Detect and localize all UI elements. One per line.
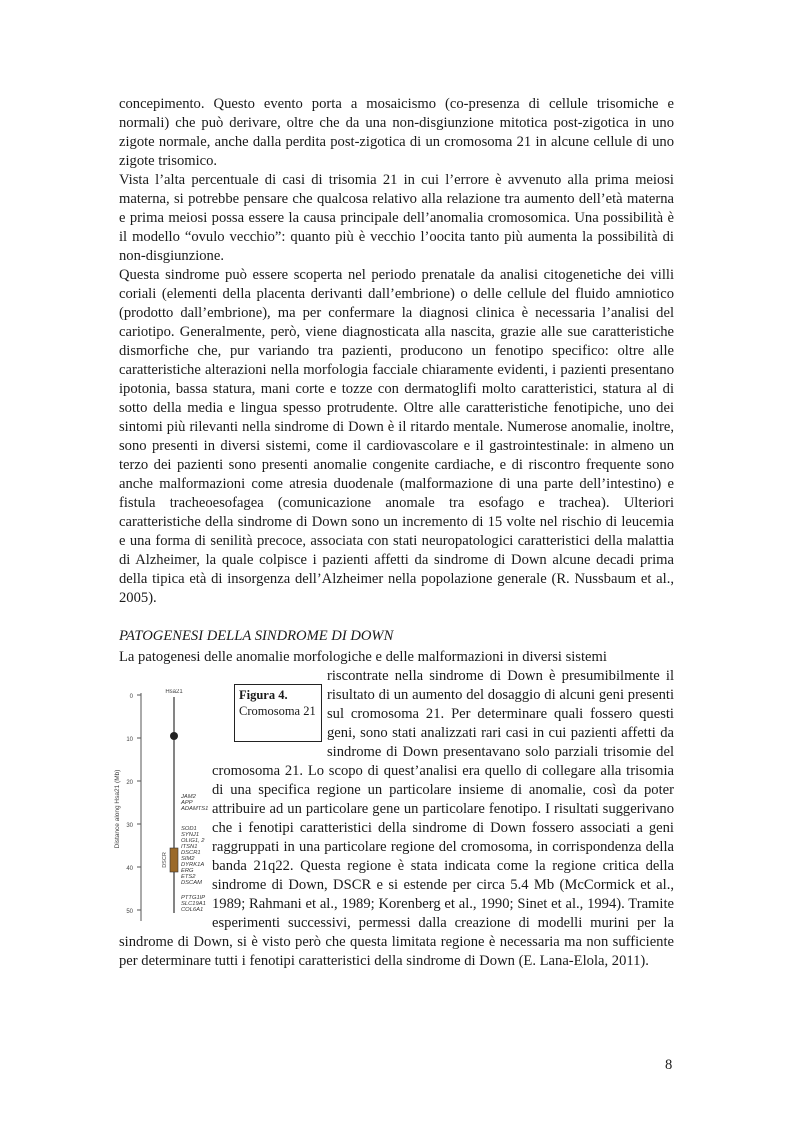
pathogenesis-first-line: La patogenesi delle anomalie morfologiche e delle malformazioni in diversi sistemi: [119, 649, 607, 665]
svg-text:PTTG1IP: PTTG1IP: [181, 895, 206, 901]
svg-text:ETS2: ETS2: [181, 874, 196, 880]
page-number: 8: [665, 1057, 673, 1073]
gene-group-3: [181, 895, 206, 913]
tick-label-20: 20: [126, 780, 133, 786]
svg-text:APP: APP: [181, 800, 193, 806]
body-text-top: [119, 95, 674, 608]
pathogenesis-body: riscontrate nella sindrome di Down è presumibilmente il risultato di un aumento del dosaggio di alcuni geni presenti sul cromosoma 21. Per determinare quali fossero questi geni, sono stati analizzati rari casi in cui pazienti affetti da sindrome di Down presentavano solo parziali trisomie del cromosoma 21. Lo scopo di quest’analisi era quello di collegare alla trisomia di una specifica regione un particolare insieme di anomalie, così da poter attribuire ad un particolare gene un particolare fenotipo. I risultati suggerivano che i fenotipi caratteristici della sindrome di Down fossero associati a geni raggruppati in una particolare regione del cromosoma, in corrispondenza della banda 21q22. Questa regione è stata indicata come la regione critica della sindrome di Down, DSCR e si estende per circa 5.4 Mb (McCormick et al., 1989; Rahmani et al., 1989; Korenberg et al., 1990; Sinet et al., 1994). Tramite esperimenti successivi, permessi dalla creazione di modelli murini per la sindrome di Down, si è visto però che questa limitata regione è necessaria ma non sufficiente per determinare tutti i fenotipi caratteristici della sindrome di Down (E. Lana-Elola, 2011).: [119, 668, 674, 969]
tick-label-50: 50: [126, 909, 133, 915]
tick-label-30: 30: [126, 823, 133, 829]
region-label: DSCR: [162, 852, 168, 868]
pathogenesis-text: [114, 648, 674, 971]
figure-caption: [234, 684, 322, 742]
svg-text:OLIG1, 2: OLIG1, 2: [181, 838, 205, 844]
svg-text:ITSN1: ITSN1: [181, 844, 198, 850]
gene-group-1: [180, 794, 208, 812]
centromere-icon: [170, 732, 178, 740]
svg-text:JAM2: JAM2: [181, 794, 196, 800]
svg-text:ADAMTS1: ADAMTS1: [181, 806, 209, 812]
paragraph-diagnosis: Questa sindrome può essere scoperta nel periodo prenatale da analisi citogenetiche dei villi coriali (elementi della placenta derivanti dall’embrione) o delle cellule del fluido amniotico (prodotto dall’embrione), ma per confermare la diagnosi clinica è necessaria l’analisi del cariotipo. Generalmente, però, viene diagnosticata alla nascita, grazie alle sue caratteristiche dismorfiche che, pur variando tra pazienti, producono un fenotipo specifico: oltre alle caratteristiche alterazioni nella morfologia facciale chiaramente evidenti, i pazienti presentano ipotonia, bassa statura, mani corte e tozze con dermatoglifi molto caratteristici, statura al di sotto della media e lingua spesso protrudente. Oltre alle caratteristiche fenotipiche, uno dei sintomi più rilevanti nella sindrome di Down è il ritardo mentale. Numerose anomalie, inoltre, sono presenti in diversi sistemi, come il cardiovascolare e il gastrointestinale: in almeno un terzo dei pazienti sono presenti anomalie congenite cardiache, e di riscontro frequente sono anche malformazioni come atresia duodenale (malformazione di una parte dell’intestino) e fistula tracheoesofagea (comunicazione anomale tra esofago e trachea). Ulteriori caratteristiche della sindrome di Down sono un incremento di 15 volte nel rischio di leucemia e una forma di senilità precoce, associata con stati neuropatologici caratteristici della malattia di Alzheimer, la quale colpisce i pazienti affetti da sindrome di Down alcune decadi prima della tipica età di insorgenza dell’Alzheimer nella popolazione generale (R. Nussbaum et al., 2005).: [119, 267, 674, 606]
axis-label: Distance along Hsa21 (Mb): [114, 769, 121, 849]
dscr-region: [170, 848, 178, 872]
caption-text: Cromosoma 21: [239, 704, 316, 718]
svg-text:COL6A1: COL6A1: [181, 907, 204, 913]
gene-group-2: [181, 826, 205, 886]
svg-text:SIM2: SIM2: [181, 856, 195, 862]
axis-ticks: [126, 694, 141, 915]
svg-text:DSCR1: DSCR1: [181, 850, 201, 856]
svg-text:SOD1: SOD1: [181, 826, 197, 832]
svg-text:SLC19A1: SLC19A1: [181, 901, 206, 907]
paragraph-mosaicism: concepimento. Questo evento porta a mosaicismo (co-presenza di cellule trisomiche e normali) che può derivare, oltre che da una non-disgiunzione mitotica post-zigotica in uno zigote normale, anche dalla perdita post-zigotica di un cromosoma 21 in alcune cellule di uno zigote trisomico.: [119, 96, 674, 169]
svg-text:ERG: ERG: [181, 868, 194, 874]
svg-text:DSCAM: DSCAM: [181, 880, 202, 886]
paragraph-maternal-age: Vista l’alta percentuale di casi di trisomia 21 in cui l’errore è avvenuto alla prima meiosi materna, si potrebbe pensare che qualcosa relativo alla relazione tra aumento dell’età materna e prima meiosi possa essere la causa principale dell’anomalia cromosomica. Una possibilità è il modello “ovulo vecchio”: quanto più è vecchio l’oocita tanto più aumenta la possibilità di non-disgiunzione.: [119, 172, 674, 264]
svg-text:SYNJ1: SYNJ1: [181, 832, 200, 838]
caption-title: Figura 4.: [239, 688, 288, 702]
svg-text:DYRK1A: DYRK1A: [181, 862, 205, 868]
tick-label-0: 0: [129, 694, 133, 700]
section-heading: PATOGENESI DELLA SINDROME DI DOWN: [119, 628, 394, 644]
tick-label-40: 40: [126, 866, 133, 872]
chromosome-label: Hsa21: [165, 689, 183, 695]
tick-label-10: 10: [126, 737, 133, 743]
